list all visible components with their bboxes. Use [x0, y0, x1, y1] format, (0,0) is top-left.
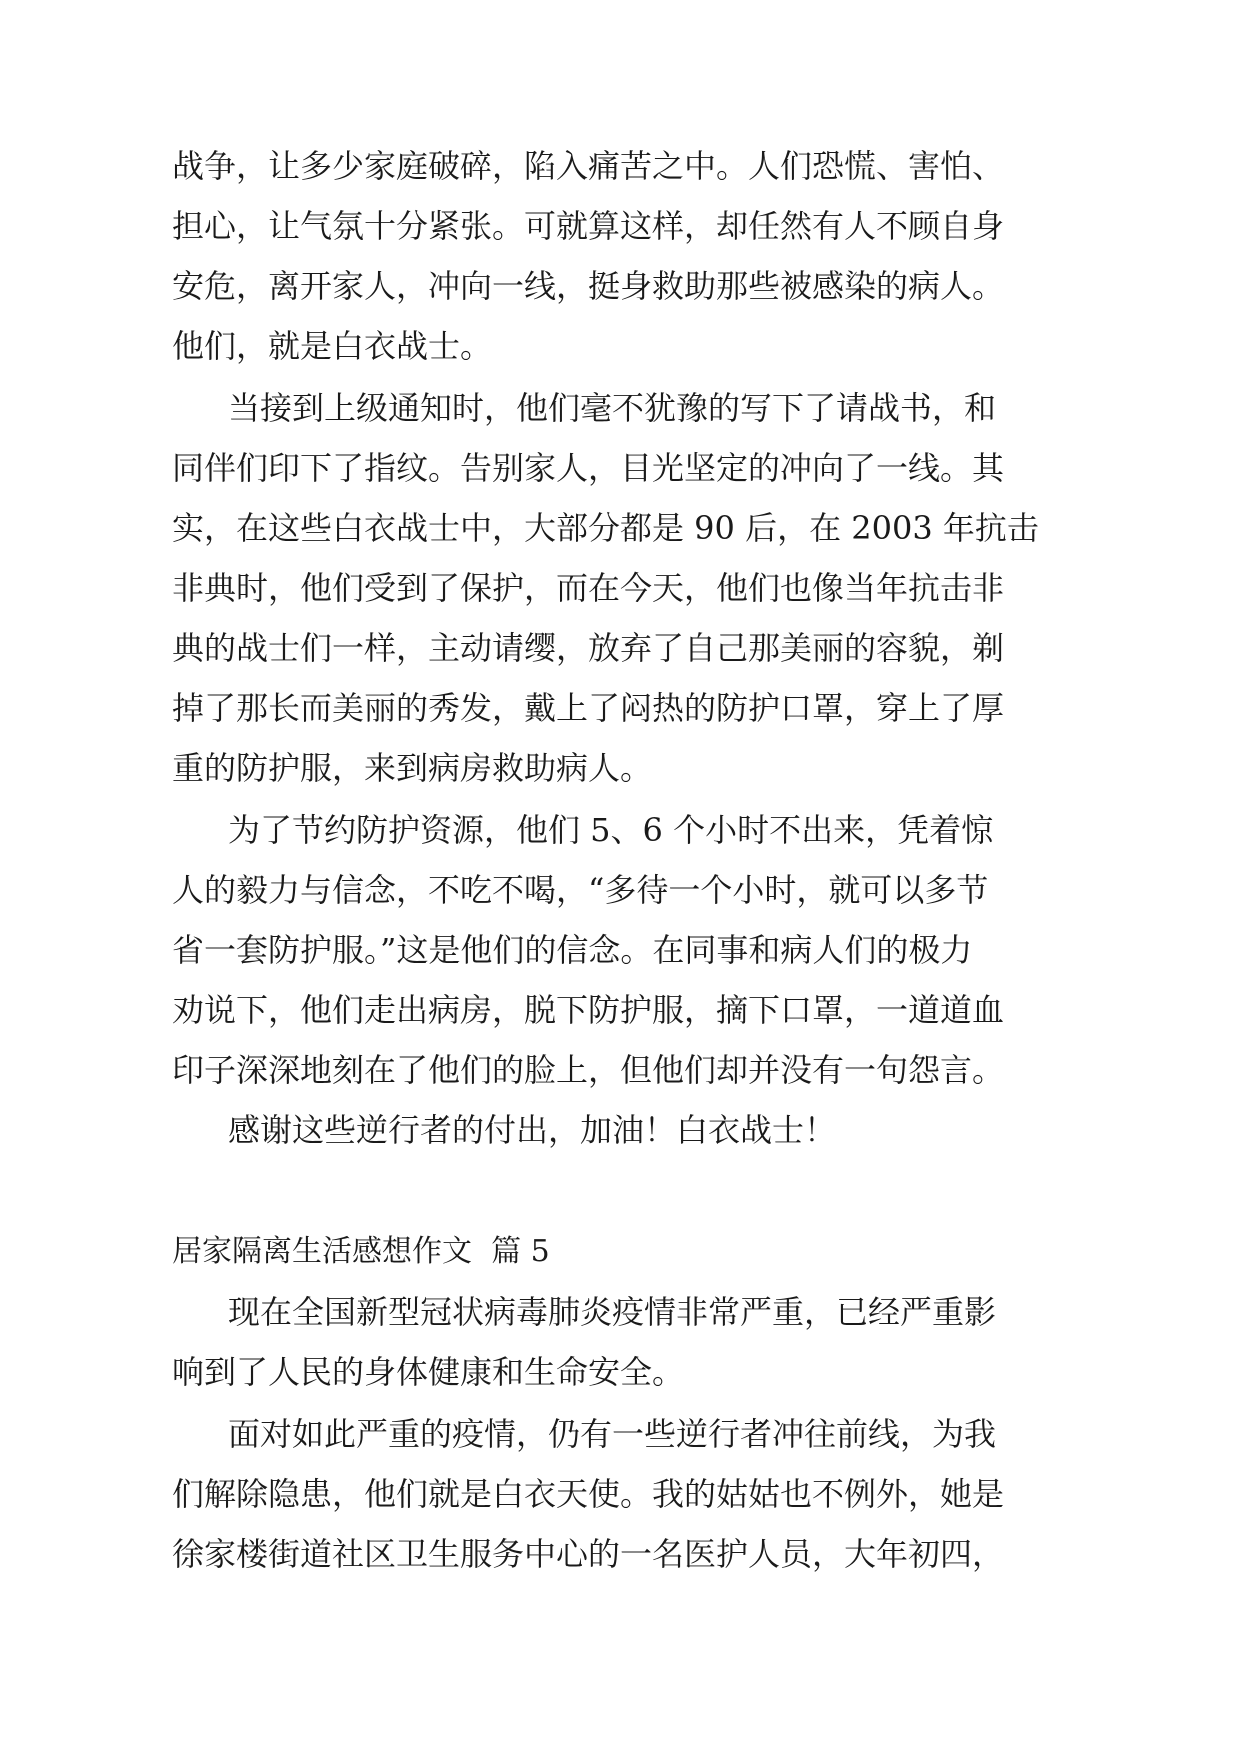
text-line	[0, 980, 1241, 1040]
line-text: 劝说下，他们走出病房，脱下防护服，摘下口罩，一道道血	[172, 991, 1005, 1029]
text-line	[0, 1404, 1241, 1464]
line-text: 掉了那长而美丽的秀发，戴上了闷热的防护口罩，穿上了厚	[172, 689, 1005, 727]
line-text: 他们，就是白衣战士。	[172, 327, 493, 365]
text-line	[0, 498, 1241, 558]
line-text: 同伴们印下了指纹。告别家人，目光坚定的冲向了一线。其	[172, 449, 1005, 487]
line-text: 徐家楼街道社区卫生服务中心的一名医护人员，大年初四，	[172, 1535, 1005, 1573]
line-text: 实，在这些白衣战士中，大部分都是 90 后，在 2003 年抗击	[172, 509, 1039, 547]
heading-text: 居家隔离生活感想作文 篇 5	[172, 1234, 550, 1269]
text-line	[0, 618, 1241, 678]
text-line	[0, 920, 1241, 980]
text-line	[0, 800, 1241, 860]
text-line	[0, 378, 1241, 438]
text-line	[0, 256, 1241, 316]
line-text: 担心，让气氛十分紧张。可就算这样，却任然有人不顾自身	[172, 207, 1005, 245]
line-text: 为了节约防护资源，他们 5、6 个小时不出来，凭着惊	[228, 811, 994, 849]
line-text: 重的防护服，来到病房救助病人。	[172, 749, 653, 787]
line-text: 感谢这些逆行者的付出，加油！白衣战士！	[228, 1111, 837, 1149]
line-text: 典的战士们一样，主动请缨，放弃了自己那美丽的容貌，剃	[172, 629, 1005, 667]
line-text: 印子深深地刻在了他们的脸上，但他们却并没有一句怨言。	[172, 1051, 1005, 1089]
text-line	[0, 1100, 1241, 1160]
line-text: 省一套防护服。”这是他们的信念。在同事和病人们的极力	[172, 931, 973, 969]
text-line	[0, 1464, 1241, 1524]
line-text: 战争，让多少家庭破碎，陷入痛苦之中。人们恐慌、害怕、	[172, 147, 1005, 185]
text-line	[0, 558, 1241, 618]
text-line	[0, 1040, 1241, 1100]
line-text: 安危，离开家人，冲向一线，挺身救助那些被感染的病人。	[172, 267, 1005, 305]
line-text: 当接到上级通知时，他们毫不犹豫的写下了请战书，和	[228, 389, 997, 427]
text-line	[0, 438, 1241, 498]
line-text: 非典时，他们受到了保护，而在今天，他们也像当年抗击非	[172, 569, 1005, 607]
text-line	[0, 678, 1241, 738]
line-text: 现在全国新型冠状病毒肺炎疫情非常严重，已经严重影	[228, 1293, 997, 1331]
text-line	[0, 860, 1241, 920]
line-text: 们解除隐患，他们就是白衣天使。我的姑姑也不例外，她是	[172, 1475, 1005, 1513]
text-line	[0, 1342, 1241, 1402]
text-line	[0, 136, 1241, 196]
line-text: 人的毅力与信念，不吃不喝，“多待一个小时，就可以多节	[172, 871, 989, 909]
text-line	[0, 1282, 1241, 1342]
section-heading	[0, 1222, 1241, 1282]
text-line	[0, 316, 1241, 376]
text-line	[0, 738, 1241, 798]
text-line	[0, 1524, 1241, 1584]
line-text: 面对如此严重的疫情，仍有一些逆行者冲往前线，为我	[228, 1415, 997, 1453]
line-text: 响到了人民的身体健康和生命安全。	[172, 1353, 685, 1391]
text-line	[0, 196, 1241, 256]
